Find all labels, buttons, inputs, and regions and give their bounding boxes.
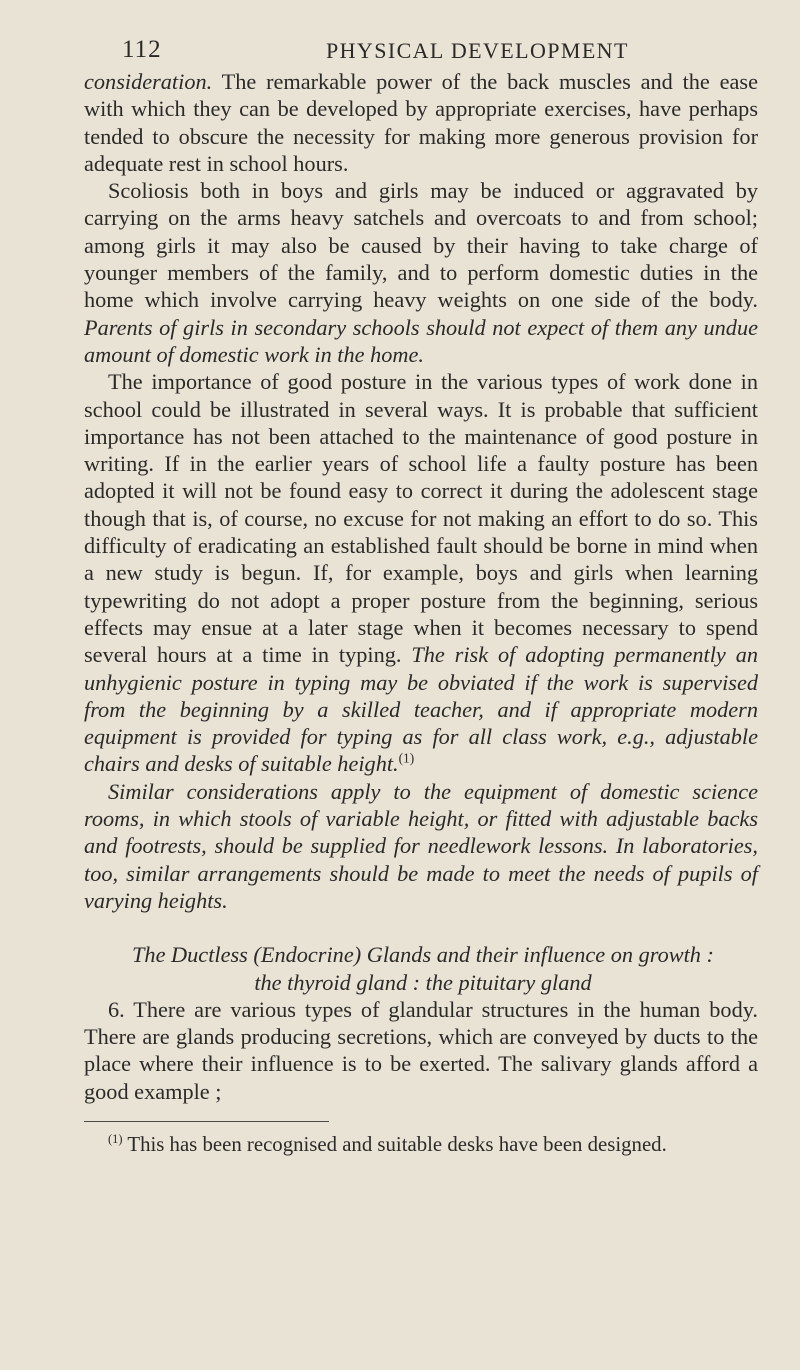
running-head: PHYSICAL DEVELOPMENT xyxy=(326,38,629,63)
footnote-reference: (1) xyxy=(398,751,415,766)
paragraph-scoliosis xyxy=(84,177,758,368)
paragraph-domestic-science xyxy=(84,778,758,914)
emphasized-text: Parents of girls in secondary schools should not expect of them any undue amount of domestic work in the home. xyxy=(84,314,758,367)
continued-word: consideration. xyxy=(84,69,213,94)
footnote-marker: (1) xyxy=(108,1132,123,1147)
section-heading xyxy=(84,941,762,996)
emphasized-text: Similar considerations apply to the equipment of domestic science rooms, in which stools of variable height, or fitted with adjustable backs and footrests, should be supplied for needlework lessons. In laboratories, too, similar arrangements should be made to meet the needs of pupils of varying heights. xyxy=(84,778,758,913)
paragraph-glands xyxy=(84,996,758,1105)
paragraph-text: 6. There are various types of glandular structures in the human body. There are glands producing secretions, which are conveyed by ducts to the place where their influence is to be exerted. The salivary glands afford a good example ; xyxy=(84,996,758,1104)
section-heading-line-1: The Ductless (Endocrine) Glands and their influence on growth : xyxy=(132,942,714,968)
paragraph-text: Scoliosis both in boys and girls may be induced or aggravated by carrying on the arms heavy satchels and overcoats to and from school; among girls it may also be caused by their having to take charge of younger members of the family, and to perform domestic duties in the home which involve carrying heavy weights on one side of the body. xyxy=(84,178,758,313)
footnote xyxy=(84,1132,762,1158)
section-text xyxy=(84,996,758,1105)
page-header xyxy=(40,22,762,68)
footnote-text: This has been recognised and suitable desks have been designed. xyxy=(122,1132,667,1156)
page-number: 112 xyxy=(122,36,162,63)
paragraph-text: The remarkable power of the back muscles and the ease with which they can be developed by appropriate exercises, have perhaps tended to obscure the necessity for making more generous provision for adequate rest in school hours. xyxy=(84,69,758,176)
paragraph-text: The importance of good posture in the various types of work done in school could be illustrated in several ways. It is probable that sufficient importance has not been attached to the maintenance of good posture in writing. If in the earlier years of school life a faulty posture has been adopted it will not be found easy to correct it during the adolescent stage though that is, of course, no excuse for not making an effort to do so. This difficulty of eradicating an established fault should be borne in mind when a new study is begun. If, for example, boys and girls when learning typewriting do not adopt a proper posture from the beginning, serious effects may ensue at a later stage when it becomes necessary to spend several hours at a time in typing. xyxy=(84,369,758,668)
emphasized-text: The risk of adopting permanently an unhygienic posture in typing may be obviated if the work is supervised from the beginning by a skilled teacher, and if appropriate modern equipment is provided for typing as for all class work, e.g., adjustable chairs and desks of suitable height. xyxy=(84,642,758,777)
footnote-divider xyxy=(84,1121,329,1122)
section-heading-line-2: the thyroid gland : the pituitary gland xyxy=(254,969,592,995)
main-text xyxy=(84,68,758,914)
paragraph-posture xyxy=(84,368,758,777)
paragraph-continuation xyxy=(84,68,758,177)
